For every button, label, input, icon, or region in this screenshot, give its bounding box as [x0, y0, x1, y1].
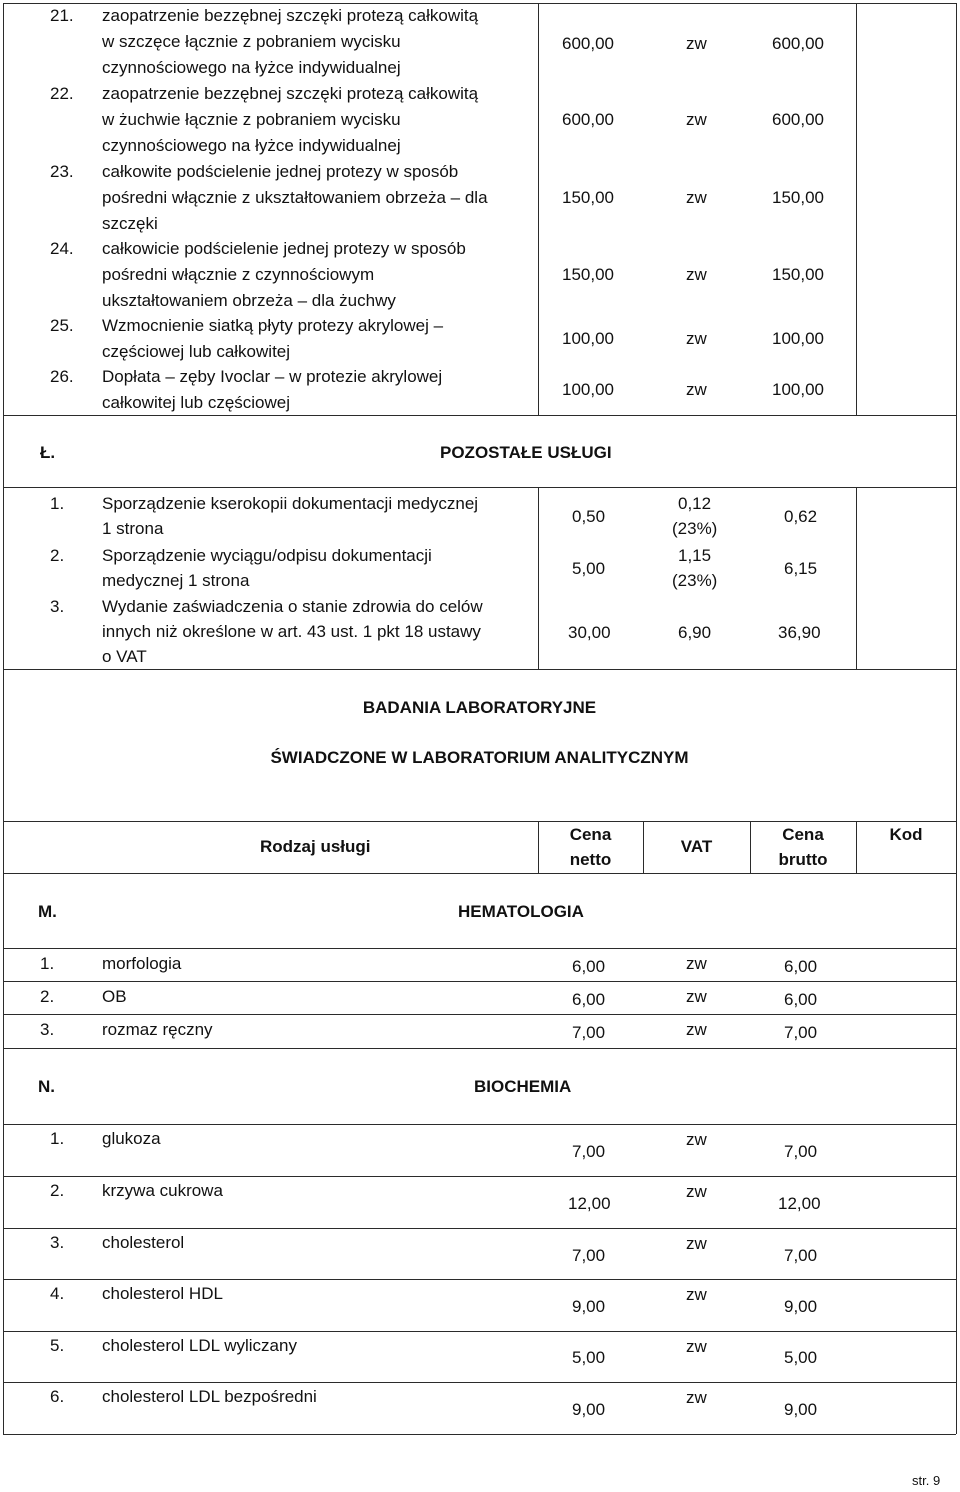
section-title: POZOSTAŁE USŁUGI — [440, 443, 612, 462]
row-number: 21. — [50, 6, 74, 25]
price-netto: 12,00 — [568, 1194, 611, 1213]
row-divider — [3, 1176, 956, 1177]
service-name: glukoza — [102, 1129, 161, 1148]
service-name: rozmaz ręczny — [102, 1020, 213, 1039]
row-number: 26. — [50, 367, 74, 386]
price-netto: 150,00 — [562, 188, 614, 207]
vat-value: zw — [686, 1020, 707, 1039]
price-brutto: 12,00 — [778, 1194, 821, 1213]
price-netto: 30,00 — [568, 623, 611, 642]
vat-value: zw — [686, 1182, 707, 1201]
vat-value: zw — [686, 987, 707, 1006]
vat-value: 1,15 — [678, 546, 712, 565]
price-brutto: 6,00 — [784, 990, 818, 1009]
column-divider — [538, 3, 539, 415]
row-number: 1. — [50, 1129, 65, 1148]
row-number: 2. — [50, 1181, 65, 1200]
price-netto: 100,00 — [562, 380, 614, 399]
table-border — [956, 669, 957, 821]
lab-heading: BADANIA LABORATORYJNE — [362, 698, 597, 717]
price-brutto: 600,00 — [772, 34, 824, 53]
price-netto: 100,00 — [562, 329, 614, 348]
vat-value: zw — [686, 34, 707, 53]
service-name: OB — [102, 987, 127, 1006]
row-divider — [3, 1279, 956, 1280]
price-brutto: 7,00 — [784, 1246, 818, 1265]
table-border — [3, 415, 4, 487]
service-line: pośredni włącznie z ukształtowaniem obrzeża – dla — [102, 188, 488, 207]
column-header-netto: Cena — [569, 825, 612, 844]
column-header-brutto: Cena — [782, 825, 824, 844]
price-netto: 9,00 — [572, 1297, 606, 1316]
row-number: 24. — [50, 239, 74, 258]
price-brutto: 36,90 — [778, 623, 821, 642]
table-border — [3, 873, 956, 874]
row-number: 1. — [40, 954, 55, 973]
column-header-vat: VAT — [680, 837, 713, 856]
price-netto: 6,00 — [572, 957, 606, 976]
service-line: 1 strona — [102, 519, 164, 538]
price-brutto: 7,00 — [784, 1142, 818, 1161]
vat-value: zw — [686, 188, 707, 207]
price-brutto: 600,00 — [772, 110, 824, 129]
row-divider — [3, 1331, 956, 1332]
service-line: pośredni włącznie z czynnościowym — [102, 265, 375, 284]
row-number: 3. — [40, 1020, 55, 1039]
price-netto: 0,50 — [572, 507, 606, 526]
table-border — [3, 487, 4, 669]
service-line: Sporządzenie wyciągu/odpisu dokumentacji — [102, 546, 432, 565]
table-border — [3, 3, 4, 415]
service-line: o VAT — [102, 647, 147, 666]
service-name: cholesterol LDL wyliczany — [102, 1336, 297, 1355]
price-netto: 7,00 — [572, 1246, 606, 1265]
vat-value: 6,90 — [678, 623, 712, 642]
vat-value: zw — [686, 1130, 707, 1149]
service-line: w żuchwie łącznie z pobraniem wycisku — [102, 110, 401, 129]
lab-subheading: ŚWIADCZONE W LABORATORIUM ANALITYCZNYM — [270, 748, 689, 767]
price-netto: 600,00 — [562, 34, 614, 53]
price-brutto: 9,00 — [784, 1297, 818, 1316]
table-border — [3, 948, 956, 949]
service-name: krzywa cukrowa — [102, 1181, 223, 1200]
section-title: HEMATOLOGIA — [458, 902, 584, 921]
price-brutto: 100,00 — [772, 380, 824, 399]
vat-value: zw — [686, 1388, 707, 1407]
table-border — [3, 1434, 956, 1435]
section-letter: N. — [38, 1077, 55, 1096]
vat-value: zw — [686, 265, 707, 284]
page-number: str. 9 — [912, 1473, 941, 1488]
service-line: Wzmocnienie siatką płyty protezy akrylowej – — [102, 316, 444, 335]
vat-value: zw — [686, 954, 707, 973]
column-header-code: Kod — [889, 825, 923, 844]
row-number: 3. — [50, 597, 65, 616]
service-name: cholesterol LDL bezpośredni — [102, 1387, 317, 1406]
table-border — [956, 1124, 957, 1434]
row-number: 5. — [50, 1336, 65, 1355]
table-border — [3, 1048, 4, 1124]
column-header-brutto: brutto — [778, 850, 828, 869]
price-brutto: 9,00 — [784, 1400, 818, 1419]
service-line: innych niż określone w art. 43 ust. 1 pkt 18 ustawy — [102, 622, 481, 641]
row-number: 2. — [50, 546, 65, 565]
row-divider — [3, 1382, 956, 1383]
table-border — [956, 948, 957, 1048]
price-netto: 6,00 — [572, 990, 606, 1009]
column-header-service: Rodzaj usługi — [260, 837, 371, 856]
price-netto: 600,00 — [562, 110, 614, 129]
service-line: całkowicie podścielenie jednej protezy w sposób — [102, 239, 466, 258]
row-divider — [3, 1014, 956, 1015]
service-name: cholesterol — [102, 1233, 185, 1252]
section-letter: Ł. — [40, 443, 56, 462]
section-title: BIOCHEMIA — [474, 1077, 572, 1096]
row-number: 1. — [50, 494, 65, 513]
table-border — [956, 873, 957, 948]
service-line: zaopatrzenie bezzębnej szczęki protezą całkowitą — [102, 84, 479, 103]
table-border — [3, 821, 4, 873]
column-header-netto: netto — [569, 850, 612, 869]
price-netto: 9,00 — [572, 1400, 606, 1419]
column-divider — [538, 487, 539, 669]
table-border — [956, 3, 957, 415]
service-line: Dopłata – zęby Ivoclar – w protezie akrylowej — [102, 367, 443, 386]
vat-value: zw — [686, 1337, 707, 1356]
vat-rate: (23%) — [672, 571, 718, 590]
section-letter: M. — [38, 902, 57, 921]
vat-value: zw — [686, 110, 707, 129]
row-number: 6. — [50, 1387, 65, 1406]
service-line: Sporządzenie kserokopii dokumentacji medycznej — [102, 494, 479, 513]
row-number: 22. — [50, 84, 74, 103]
price-netto: 7,00 — [572, 1142, 606, 1161]
table-border — [956, 821, 957, 873]
price-brutto: 5,00 — [784, 1348, 818, 1367]
row-divider — [3, 1228, 956, 1229]
service-line: całkowite podścielenie jednej protezy w sposób — [102, 162, 459, 181]
service-line: czynnościowego na łyżce indywidualnej — [102, 136, 401, 155]
price-brutto: 6,00 — [784, 957, 818, 976]
vat-value: 0,12 — [678, 494, 712, 513]
service-line: częściowej lub całkowitej — [102, 342, 291, 361]
vat-value: zw — [686, 1234, 707, 1253]
vat-value: zw — [686, 1285, 707, 1304]
row-number: 4. — [50, 1284, 65, 1303]
table-border — [3, 487, 956, 488]
price-brutto: 100,00 — [772, 329, 824, 348]
row-number: 23. — [50, 162, 74, 181]
service-line: całkowitej lub częściowej — [102, 393, 291, 412]
table-border — [956, 415, 957, 487]
row-number: 3. — [50, 1233, 65, 1252]
service-line: ukształtowaniem obrzeża – dla żuchwy — [102, 291, 396, 310]
price-netto: 5,00 — [572, 559, 606, 578]
service-line: Wydanie zaświadczenia o stanie zdrowia do celów — [102, 597, 483, 616]
column-divider — [856, 487, 857, 669]
row-number: 2. — [40, 987, 55, 1006]
price-brutto: 150,00 — [772, 265, 824, 284]
price-brutto: 7,00 — [784, 1023, 818, 1042]
table-border — [3, 1048, 956, 1049]
table-border — [3, 873, 4, 948]
vat-value: zw — [686, 380, 707, 399]
service-name: cholesterol HDL — [102, 1284, 223, 1303]
price-netto: 5,00 — [572, 1348, 606, 1367]
service-line: czynnościowego na łyżce indywidualnej — [102, 58, 401, 77]
price-brutto: 0,62 — [784, 507, 818, 526]
vat-value: zw — [686, 329, 707, 348]
table-border — [3, 948, 4, 1048]
service-name: morfologia — [102, 954, 182, 973]
service-line: w szczęce łącznie z pobraniem wycisku — [102, 32, 401, 51]
table-border — [3, 1124, 956, 1125]
row-divider — [3, 981, 956, 982]
price-brutto: 6,15 — [784, 559, 818, 578]
service-line: medycznej 1 strona — [102, 571, 250, 590]
column-divider — [856, 3, 857, 415]
table-border — [956, 487, 957, 669]
price-netto: 7,00 — [572, 1023, 606, 1042]
vat-rate: (23%) — [672, 519, 718, 538]
service-line: zaopatrzenie bezzębnej szczęki protezą całkowitą — [102, 6, 479, 25]
price-netto: 150,00 — [562, 265, 614, 284]
price-brutto: 150,00 — [772, 188, 824, 207]
table-border — [956, 1048, 957, 1124]
row-number: 25. — [50, 316, 74, 335]
service-line: szczęki — [102, 214, 158, 233]
